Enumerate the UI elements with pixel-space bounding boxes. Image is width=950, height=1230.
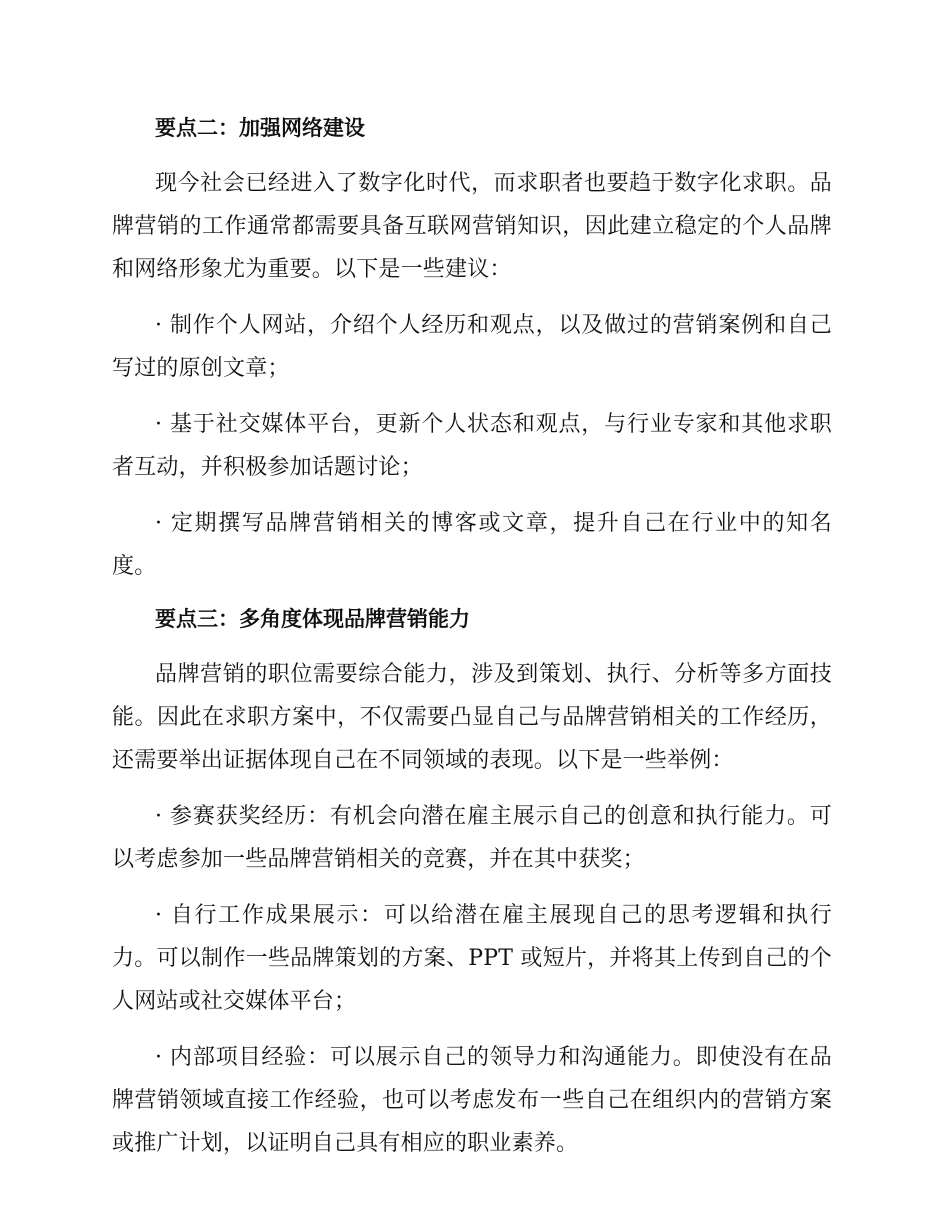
list-item: · 内部项目经验：可以展示自己的领导力和沟通能力。即使没有在品牌营销领域直接工作经验，也可以考虑发布一些自己在组织内的营销方案或推广计划，以证明自己具有相应的职业素养。 — [112, 1045, 832, 1156]
document-page — [112, 110, 832, 1178]
section-intro-network: 现今社会已经进入了数字化时代，而求职者也要趋于数字化求职。品牌营销的工作通常都需要具备互联网营销知识，因此建立稳定的个人品牌和网络形象尤为重要。以下是一些建议： — [112, 171, 832, 282]
list-item: · 自行工作成果展示：可以给潜在雇主展现自己的思考逻辑和执行力。可以制作一些品牌策划的方案、PPT 或短片，并将其上传到自己的个人网站或社交媒体平台； — [112, 903, 832, 1014]
list-item: · 制作个人网站，介绍个人经历和观点，以及做过的营销案例和自己写过的原创文章； — [112, 313, 832, 381]
section-heading-marketing: 要点三：多角度体现品牌营销能力 — [155, 607, 470, 631]
list-item: · 定期撰写品牌营销相关的博客或文章，提升自己在行业中的知名度。 — [112, 511, 832, 579]
section-intro-marketing: 品牌营销的职位需要综合能力，涉及到策划、执行、分析等多方面技能。因此在求职方案中，不仅需要凸显自己与品牌营销相关的工作经历，还需要举出证据体现自己在不同领域的表现。以下是一些举例： — [112, 662, 832, 773]
list-item: · 参赛获奖经历：有机会向潜在雇主展示自己的创意和执行能力。可以考虑参加一些品牌营销相关的竞赛，并在其中获奖； — [112, 804, 832, 872]
section-heading-network: 要点二：加强网络建设 — [155, 116, 365, 140]
list-item: · 基于社交媒体平台，更新个人状态和观点，与行业专家和其他求职者互动，并积极参加话题讨论； — [112, 412, 832, 480]
